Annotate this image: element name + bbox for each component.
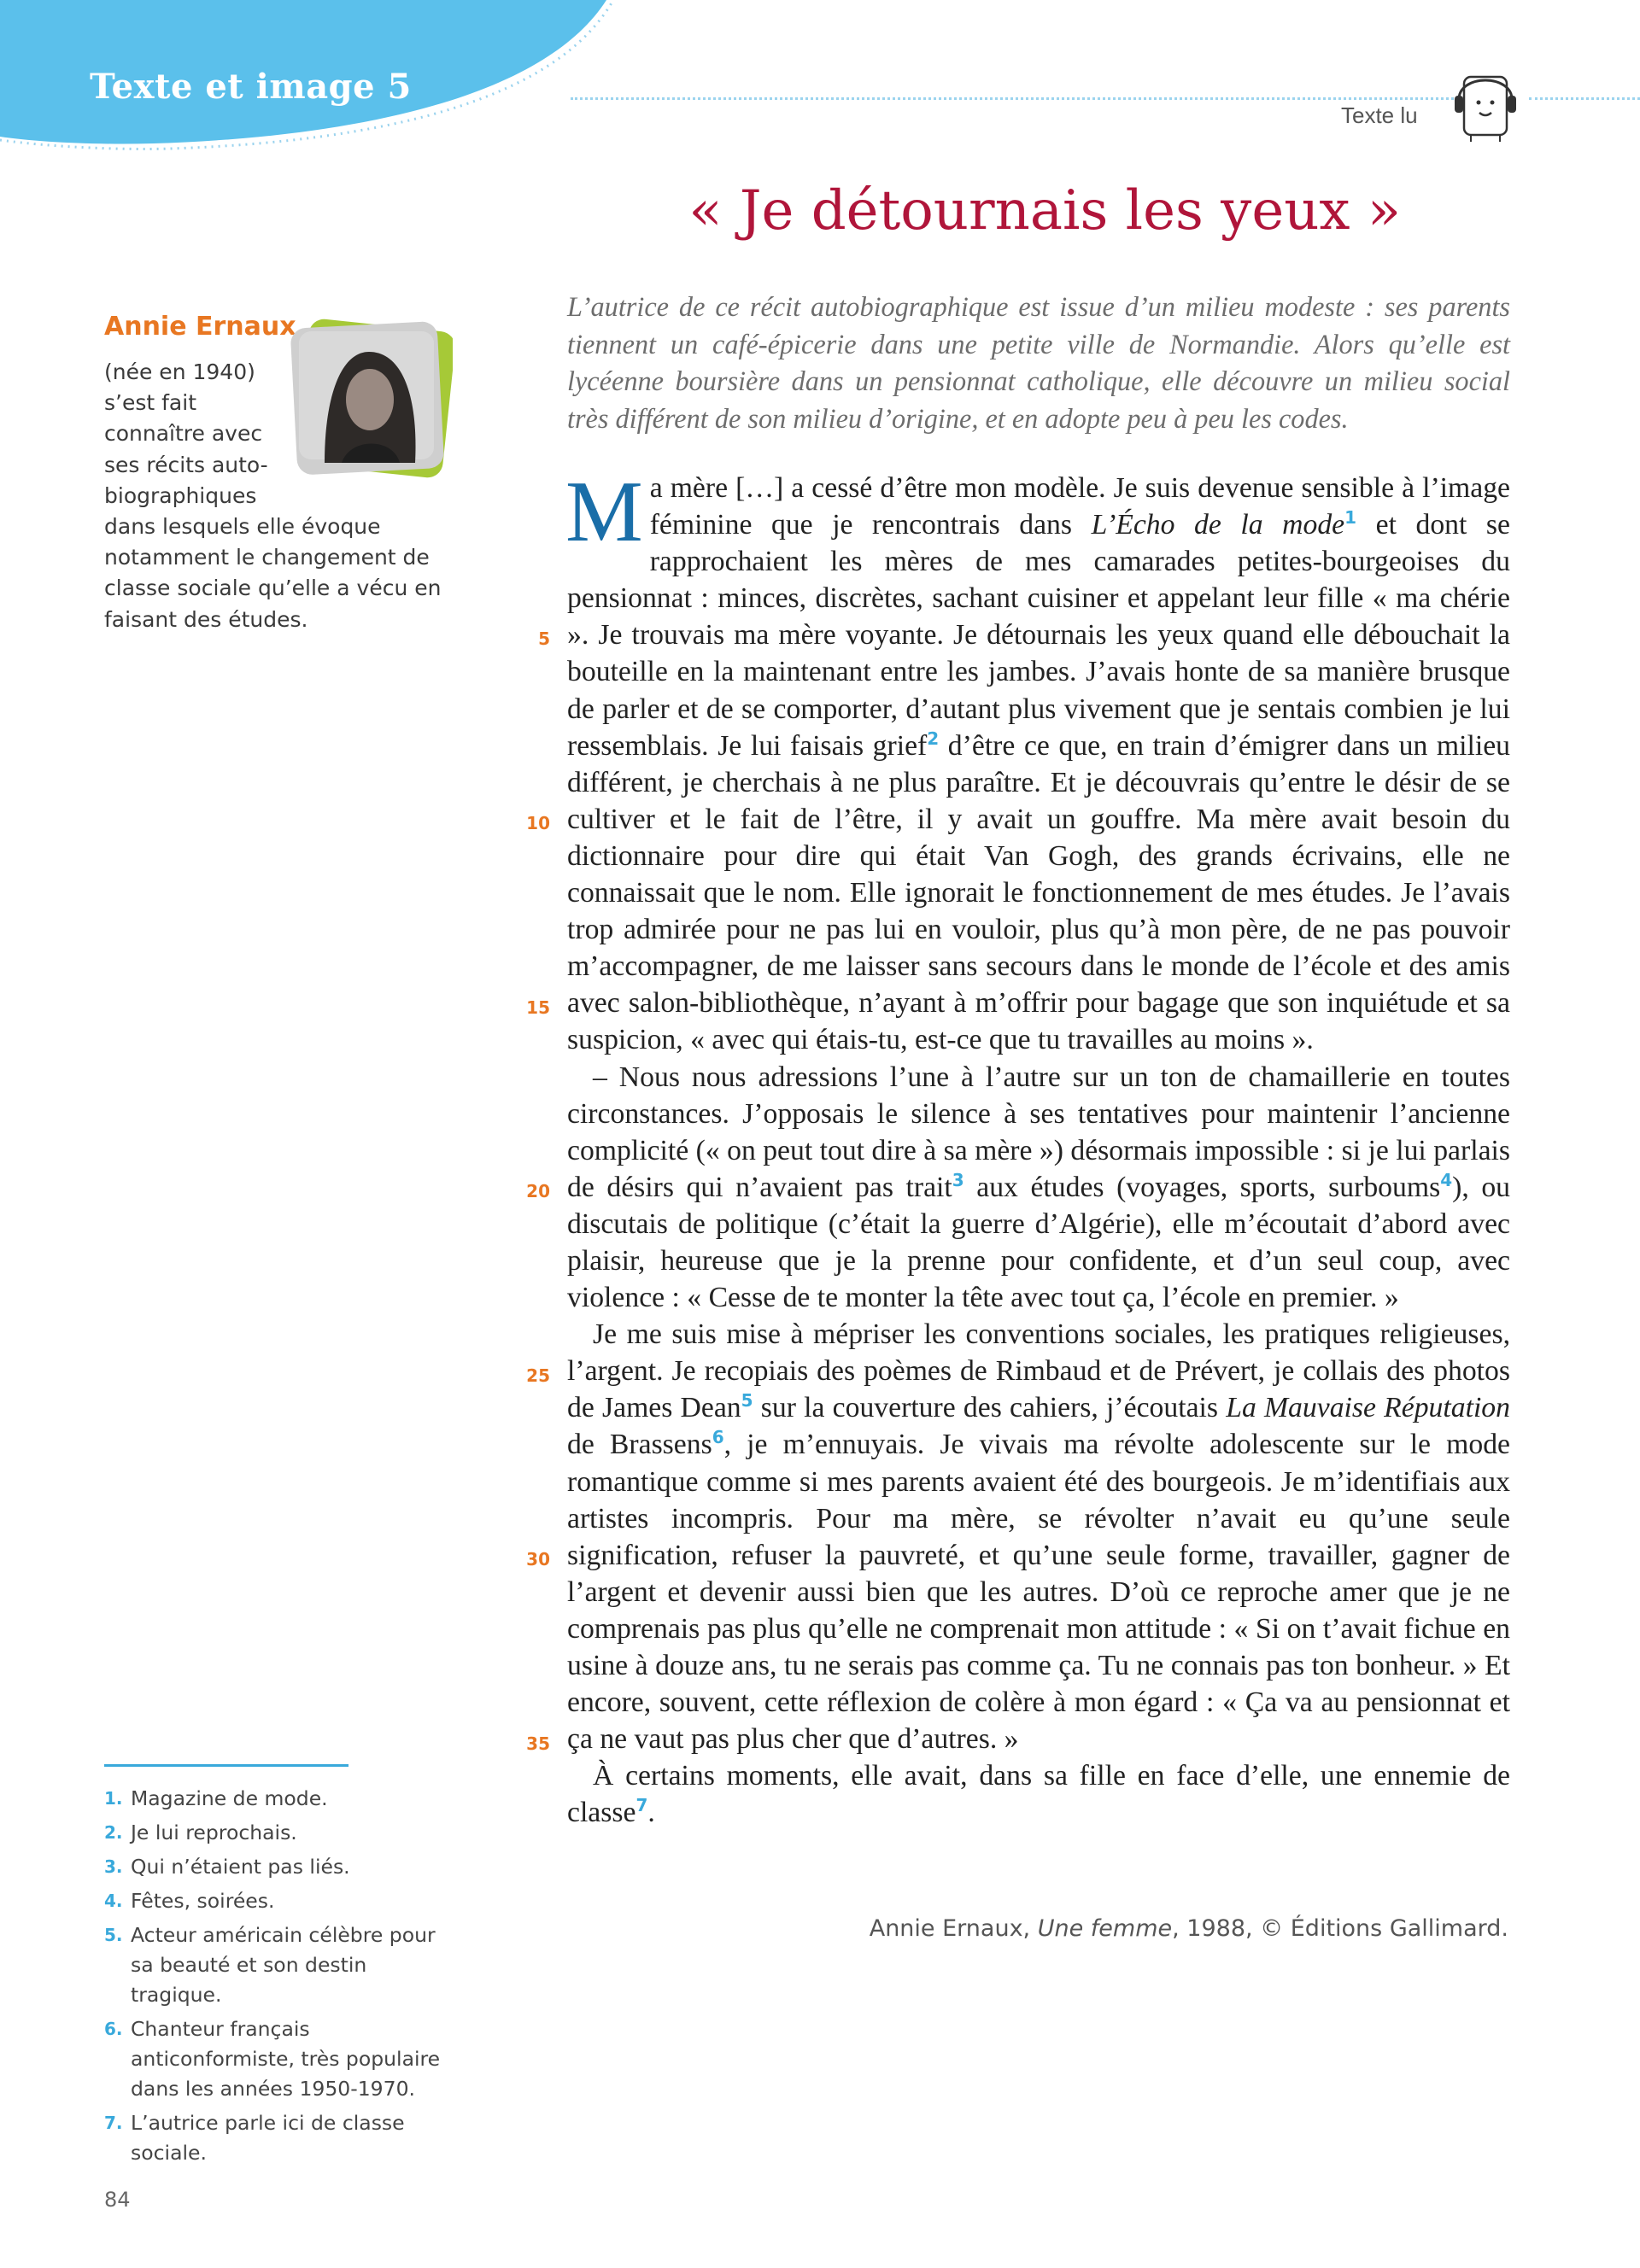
- text-run: a mère […] a cessé d’être mon modèle. Je suis devenue sensible à l’image féminine que je rencontrais dans: [649, 472, 1510, 541]
- bio-line: biographiques: [104, 482, 257, 508]
- footnote-ref[interactable]: 4: [1440, 1169, 1453, 1190]
- footnote-text: L’autrice parle ici de classe sociale.: [131, 2111, 405, 2165]
- paragraph: [567, 1316, 1510, 1757]
- bio-line: ses récits auto-: [104, 452, 268, 477]
- text-run: – Nous nous adressions l’une à l’autre sur un ton de chamaillerie en toutes circonstances. J’opposais le silence à ses tentatives pour maintenir l’ancienne complicité (« on peut tout dire à sa mère ») désormais impossible : si je lui parlais de désirs qui n’avaient pas trait: [567, 1061, 1510, 1203]
- footnote-ref[interactable]: 2: [927, 728, 940, 749]
- drop-cap: M: [565, 464, 643, 560]
- footnote-number: 6.: [104, 2019, 123, 2039]
- footnote-item: [104, 1920, 463, 2010]
- main-text: [565, 464, 1511, 1831]
- notes-divider: [104, 1764, 348, 1767]
- text-run: d’être ce que, en train d’émigrer dans un milieu différent, je cherchais à ne plus paraître. Et je découvrais qu’entre le désir de se cultiver et le fait de l’être, il y avait un gouffre. Ma mère avait besoin du dictionnaire pour dire qui était Van Gogh, des grands écrivains, elle ne connaissait que le nom. Elle ignorait le fonctionnement de mes études. Je l’avais trop admirée pour ne pas lui en vouloir, plus qu’à mon père, de ne pas pouvoir m’accompagner, de me laisser sans secours dans le monde de l’école et des amis avec salon-bibliothèque, n’ayant à m’offrir pour bagage que son inquiétude et sa suspicion, « avec qui étais-tu, est-ce que tu travailles au moins ».: [567, 729, 1510, 1056]
- footnote-number: 4.: [104, 1891, 123, 1911]
- line-number: 20: [526, 1181, 550, 1201]
- line-number: 15: [526, 997, 550, 1018]
- text-run: de Brassens: [567, 1429, 712, 1461]
- footnote-ref[interactable]: 5: [741, 1390, 753, 1412]
- song-title: La Mauvaise Réputation: [1226, 1392, 1510, 1424]
- footnote-item: [104, 2108, 463, 2168]
- headphone-icon[interactable]: [1452, 65, 1520, 143]
- footnotes-list: [104, 1784, 463, 2172]
- text-run: Je me suis mise à mépriser les conventions sociales, les pratiques religieuses, l’argent. Je recopiais des poèmes de Rimbaud et de Prévert, je collais des photos de James Dean: [567, 1318, 1510, 1424]
- footnote-number: 2.: [104, 1822, 123, 1843]
- line-number: 30: [526, 1549, 550, 1569]
- intro-paragraph: L’autrice de ce récit autobiographique est issue d’un milieu modeste : ses parents tiennent un café-épicerie dans une petite ville de Normandie. Alors qu’elle est lycéenne boursière dans un pensionnat catholique, elle découvre un milieu social très différent de son milieu d’origine, et en adopte peu à peu les codes.: [567, 291, 1510, 434]
- bio-rest: dans lesquels elle évoque notamment le changement de classe sociale qu’elle a vécu en faisant des études.: [104, 514, 442, 632]
- paragraph: [565, 464, 1510, 1059]
- footnote-item: [104, 2014, 463, 2104]
- page-title: « Je détournais les yeux »: [688, 179, 1401, 243]
- footnote-text: Magazine de mode.: [131, 1786, 328, 1810]
- footnote-ref[interactable]: 3: [952, 1169, 964, 1190]
- footnote-item: [104, 1886, 463, 1916]
- footnote-item: [104, 1818, 463, 1848]
- line-number: 25: [526, 1365, 550, 1386]
- header-divider-right: [1529, 97, 1640, 100]
- text-run: aux études (voyages, sports, surboums: [964, 1171, 1441, 1203]
- text-run: ), ou discutais de politique (c’était la guerre d’Algérie), elle m’écoutait d’abord avec plaisir, heureuse que je la prenne pour confidente, et d’un seul coup, avec violence : « Cesse de te monter la tête avec tout ça, l’école en premier. »: [567, 1171, 1511, 1314]
- header-divider: [571, 97, 1459, 100]
- line-number: 5: [538, 628, 550, 649]
- citation-author: Annie Ernaux,: [869, 1915, 1038, 1942]
- paragraph: À certains moments, elle avait, dans sa fille en face d’elle, une ennemie de classe$^7$.: [567, 1760, 1510, 1829]
- footnote-ref[interactable]: 1: [1344, 506, 1357, 528]
- footnote-number: 5.: [104, 1925, 123, 1945]
- footnote-ref[interactable]: 7: [636, 1795, 648, 1816]
- footnote-text: Qui n’étaient pas liés.: [131, 1855, 350, 1879]
- footnote-number: 3.: [104, 1856, 123, 1877]
- citation-rest: , 1988, © Éditions Gallimard.: [1172, 1915, 1508, 1942]
- bio-line: s’est fait: [104, 390, 196, 416]
- section-label: Texte et image 5: [90, 67, 412, 107]
- footnote-text: Chanteur français anticonformiste, très populaire dans les années 1950-1970.: [131, 2017, 441, 2101]
- footnote-number: 7.: [104, 2113, 123, 2133]
- line-number: 35: [526, 1733, 550, 1754]
- page-number: 84: [104, 2188, 131, 2212]
- footnote-number: 1.: [104, 1788, 123, 1809]
- text-run: , je m’ennuyais. Je vivais ma révolte adolescente sur le mode romantique comme si mes parents avaient été des bourgeois. Je m’identifiais aux artistes incompris. Pour ma mère, se révolter n’avait eu qu’une seule signification, refuser la pauvreté, et qu’une seule forme, travailler, gagner de l’argent et devenir aussi bien que les autres. D’où ce reproche amer que je ne comprenais pas plus qu’elle ne comprenait mon attitude : « Si on t’avait fichue en usine à douze ans, tu ne serais pas comme ça. Tu ne connais pas ton bonheur. » Et encore, souvent, cette réflexion de colère à mon égard : « Ça va au pensionnat et ça ne vaut pas plus cher que d’autres. »: [567, 1429, 1510, 1756]
- texte-lu-label: Texte lu: [1341, 102, 1418, 128]
- text-run: sur la couverture des cahiers, j’écoutais: [753, 1392, 1227, 1424]
- magazine-title: L’Écho de la mode: [1091, 509, 1345, 541]
- paragraph: [567, 1059, 1510, 1317]
- author-bio: [104, 357, 446, 635]
- footnote-text: Je lui reprochais.: [131, 1821, 297, 1844]
- citation-work: Une femme: [1037, 1915, 1173, 1942]
- footnote-ref[interactable]: 6: [712, 1427, 724, 1448]
- author-name: Annie Ernaux: [104, 312, 296, 342]
- footnote-text: Fêtes, soirées.: [131, 1889, 275, 1913]
- source-citation: [870, 1915, 1508, 1942]
- bio-line: connaître avec: [104, 421, 263, 447]
- line-number: 10: [526, 813, 550, 833]
- footnote-text: Acteur américain célèbre pour sa beauté et son destin tragique.: [131, 1923, 436, 2007]
- footnote-item: [104, 1784, 463, 1814]
- text-run: À certains moments, elle avait, dans sa fille en face d’elle, une ennemie de classe: [567, 1760, 1510, 1829]
- bio-line: (née en 1940): [104, 359, 255, 384]
- text-run: et dont se rapprochaient les mères de mes camarades petites-bourgeoises du pensionnat : minces, discrètes, sachant cuisiner et appelant leur fille « ma chérie ». Je trouvais ma mère voyante. Je détournais les yeux quand elle débouchait la bouteille en la maintenant entre les jambes. J’avais honte de sa manière brusque de parler et de se comporter, d’autant plus vivement que je sentais combien je lui ressemblais. Je lui faisais grief: [567, 509, 1510, 762]
- footnote-item: [104, 1852, 463, 1882]
